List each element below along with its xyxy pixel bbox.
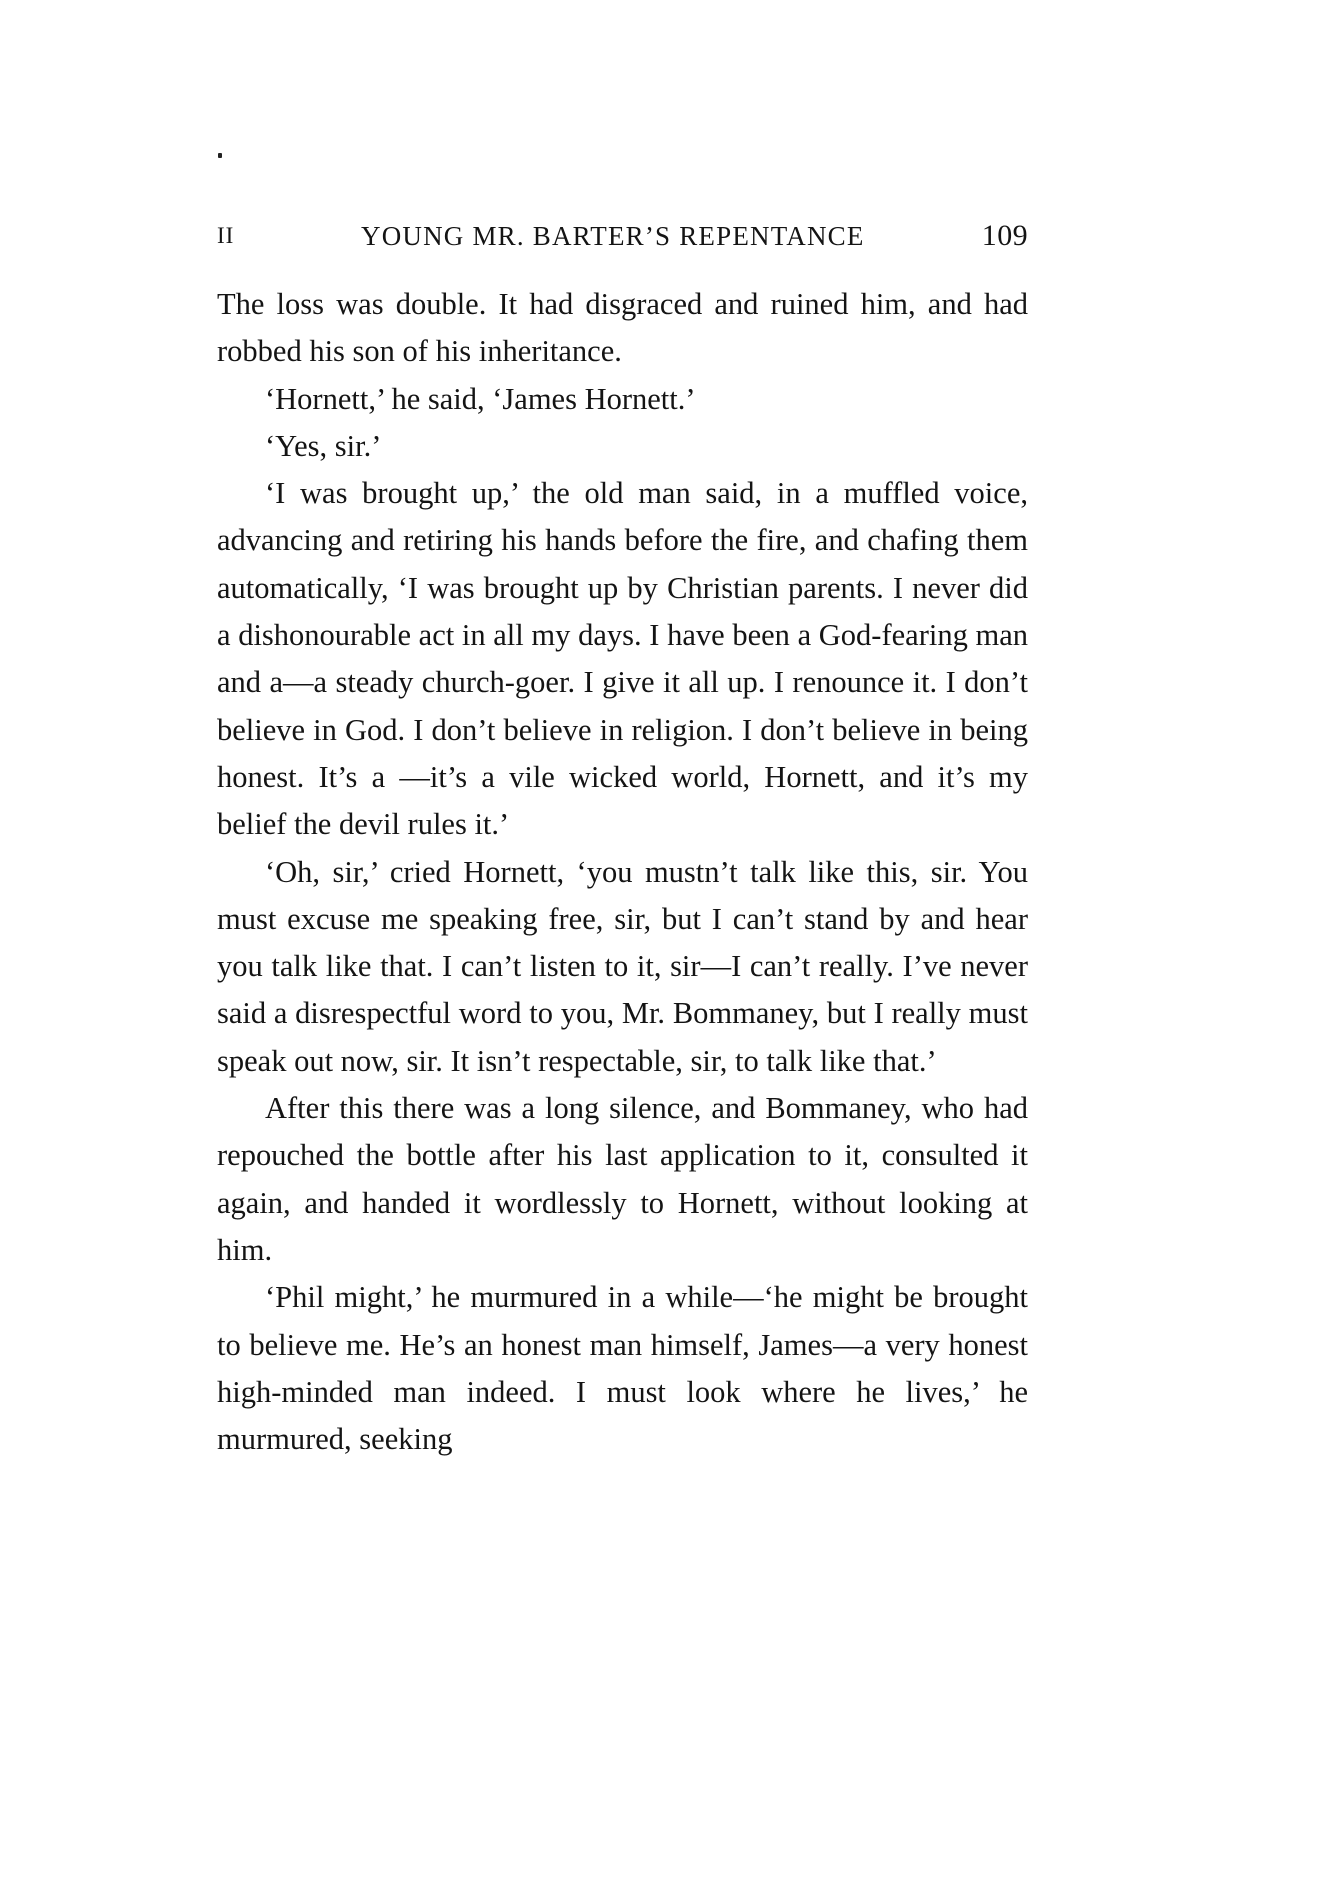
paragraph: After this there was a long silence, and Bommaney, who had repouched the bottle after his last application to it, consulted it again, and handed it wordlessly to Hornett, without looking at him. bbox=[217, 1091, 1028, 1267]
page-number: 109 bbox=[981, 219, 1028, 252]
paragraph: ‘Yes, sir.’ bbox=[265, 428, 382, 463]
paragraph: ‘Hornett,’ he said, ‘James Hornett.’ bbox=[265, 381, 696, 416]
chapter-number: II bbox=[217, 223, 235, 248]
paragraph: ‘I was brought up,’ the old man said, in a muffled voice, advancing and retiring his hands before the fire, and chafing them automatically, ‘I was brought up by Christian parents. I never did a dishonourable act in all my days. I have been a God-fearing man and a—a steady church-goer. I give it all up. I renounce it. I don’t believe in God. I don’t believe in religion. I don’t believe in being honest. It’s a —it’s a vile wicked world, Hornett, and it’s my belief the devil rules it.’ bbox=[217, 476, 1028, 842]
paragraph: ‘Oh, sir,’ cried Hornett, ‘you mustn’t talk like this, sir. You must excuse me speaking free, sir, but I can’t stand by and hear you talk like that. I can’t listen to it, sir—I can’t really. I’ve never said a disrespectful word to you, Mr. Bommaney, but I really must speak out now, sir. It isn’t respectable, sir, to talk like that.’ bbox=[217, 854, 1028, 1078]
paragraph: The loss was double. It had disgraced and ruined him, and had robbed his son of his inheritance. bbox=[217, 287, 1028, 369]
running-head bbox=[217, 216, 1028, 256]
running-title: YOUNG MR. BARTER’S REPENTANCE bbox=[361, 221, 865, 251]
print-speck bbox=[218, 153, 222, 158]
paragraph: ‘Phil might,’ he murmured in a while—‘he might be brought to believe me. He’s an honest man himself, James—a very honest high-minded man indeed. I must look where he lives,’ he murmured, seeking bbox=[217, 1280, 1028, 1457]
body-text bbox=[217, 281, 1028, 1463]
